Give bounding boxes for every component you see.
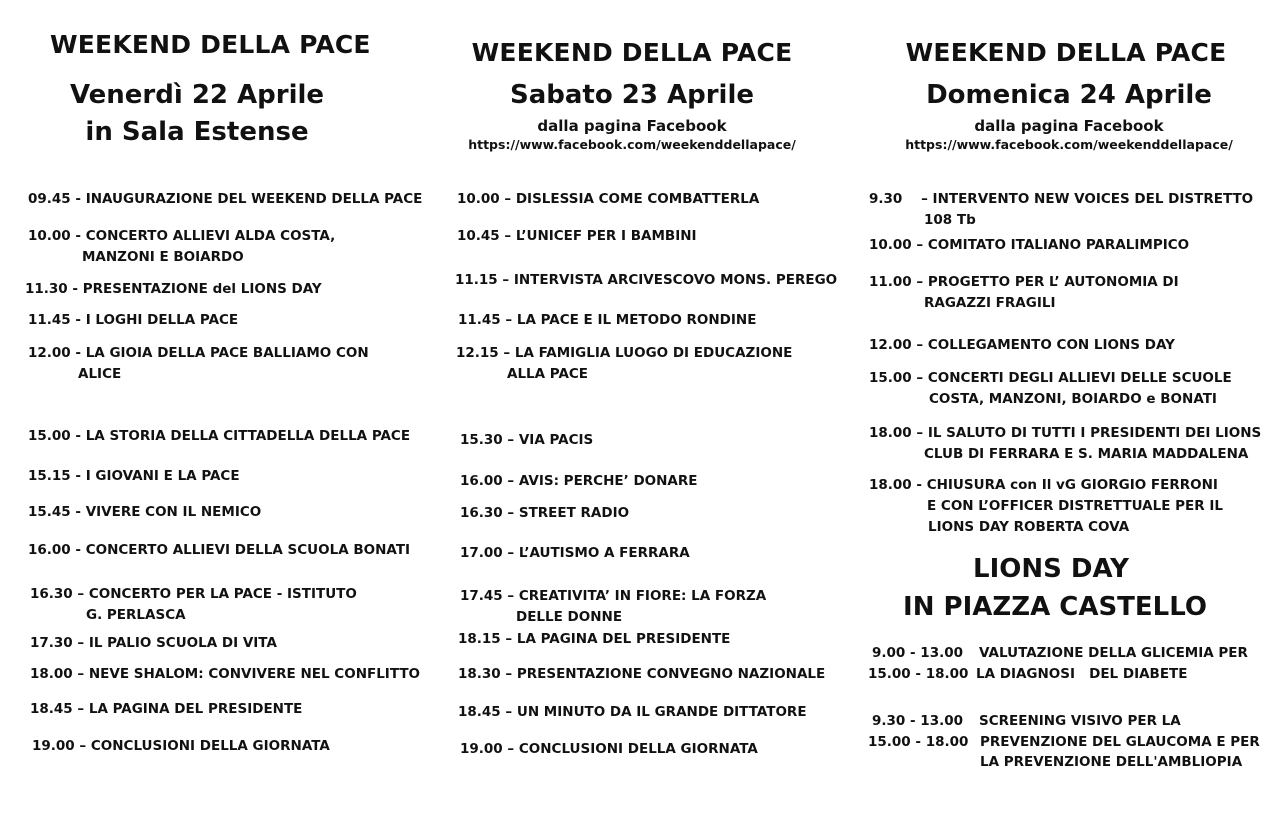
screening-text-3: LA PREVENZIONE DELL'AMBLIOPIA [980, 754, 1243, 770]
sunday-day: Domenica 24 Aprile [926, 80, 1212, 110]
friday-day: Venerdì 22 Aprile [69, 80, 325, 110]
sunday-item: 9.30 – INTERVENTO NEW VOICES DEL DISTRETTO 108 Tb [869, 191, 1254, 228]
saturday-item: 16.30 – STREET RADIO [460, 505, 630, 521]
saturday-item: 12.15 – LA FAMIGLIA LUOGO DI EDUCAZIONE ALLA PACE [456, 345, 793, 382]
saturday-item: 15.30 – VIA PACIS [460, 432, 594, 448]
saturday-item: 10.00 – DISLESSIA COME COMBATTERLA [457, 191, 760, 207]
glicemia-time-1: 9.00 - 13.00 [872, 645, 964, 661]
saturday-item: 17.00 – L’AUTISMO A FERRARA [460, 545, 690, 561]
saturday-facebook-link[interactable]: https://www.facebook.com/weekenddellapace/ [468, 137, 796, 152]
saturday-item: 18.15 – LA PAGINA DEL PRESIDENTE [458, 631, 731, 647]
friday-item: 15.00 - LA STORIA DELLA CITTADELLA DELLA PACE [28, 428, 411, 444]
friday-item: 11.45 - I LOGHI DELLA PACE [28, 312, 239, 328]
sunday-item: 18.00 - CHIUSURA con Il vG GIORGIO FERRONI E CON L’OFFICER DISTRETTUALE PER IL LIONS DAY ROBERTA COVA [869, 477, 1223, 535]
screening-time-2: 15.00 - 18.00 [868, 734, 969, 750]
sunday-item: 10.00 – COMITATO ITALIANO PARALIMPICO [869, 237, 1190, 253]
sunday-item: 11.00 – PROGETTO PER L’ AUTONOMIA DI RAGAZZI FRAGILI [869, 274, 1179, 311]
saturday-item: 16.00 – AVIS: PERCHE’ DONARE [460, 473, 698, 489]
friday-item: 11.30 - PRESENTAZIONE del LIONS DAY [25, 281, 322, 297]
friday-item: 17.30 – IL PALIO SCUOLA DI VITA [30, 635, 277, 651]
friday-item: 16.30 – CONCERTO PER LA PACE - ISTITUTO G. PERLASCA [30, 586, 357, 623]
friday-title: WEEKEND DELLA PACE [50, 30, 371, 59]
saturday-item: 17.45 – CREATIVITA’ IN FIORE: LA FORZA DELLE DONNE [460, 588, 767, 625]
lions-day-location: IN PIAZZA CASTELLO [903, 592, 1207, 622]
sunday-item: 18.00 – IL SALUTO DI TUTTI I PRESIDENTI DEI LIONS CLUB DI FERRARA E S. MARIA MADDALENA [869, 425, 1262, 462]
friday-item: 18.00 – NEVE SHALOM: CONVIVERE NEL CONFLITTO [30, 666, 421, 682]
saturday-day: Sabato 23 Aprile [509, 80, 755, 110]
friday-item: 16.00 - CONCERTO ALLIEVI DELLA SCUOLA BONATI [28, 542, 411, 558]
sunday-facebook-link[interactable]: https://www.facebook.com/weekenddellapace/ [905, 137, 1233, 152]
saturday-item: 10.45 – L’UNICEF PER I BAMBINI [457, 228, 697, 244]
saturday-item: 19.00 – CONCLUSIONI DELLA GIORNATA [460, 741, 758, 757]
friday-item: 12.00 - LA GIOIA DELLA PACE BALLIAMO CON ALICE [28, 345, 369, 382]
saturday-item: 18.45 – UN MINUTO DA IL GRANDE DITTATORE [458, 704, 807, 720]
glicemia-text-2: LA DIAGNOSI DEL DIABETE [976, 666, 1188, 682]
saturday-item: 11.15 – INTERVISTA ARCIVESCOVO MONS. PEREGO [455, 272, 838, 288]
sunday-title: WEEKEND DELLA PACE [905, 38, 1227, 67]
glicemia-time-2: 15.00 - 18.00 [868, 666, 969, 682]
saturday-item: 11.45 – LA PACE E IL METODO RONDINE [458, 312, 757, 328]
friday-item: 19.00 – CONCLUSIONI DELLA GIORNATA [32, 738, 330, 754]
glicemia-text-1: VALUTAZIONE DELLA GLICEMIA PER [979, 645, 1248, 661]
friday-item: 09.45 - INAUGURAZIONE DEL WEEKEND DELLA PACE [28, 191, 423, 207]
friday-item: 18.45 – LA PAGINA DEL PRESIDENTE [30, 701, 303, 717]
friday-item: 10.00 - CONCERTO ALLIEVI ALDA COSTA, MANZONI E BOIARDO [28, 228, 336, 265]
friday-location: in Sala Estense [85, 117, 309, 147]
lions-day-title: LIONS DAY [973, 554, 1129, 584]
friday-item: 15.45 - VIVERE CON IL NEMICO [28, 504, 262, 520]
saturday-item: 18.30 – PRESENTAZIONE CONVEGNO NAZIONALE [458, 666, 826, 682]
saturday-source: dalla pagina Facebook [537, 117, 727, 135]
screening-text-2: PREVENZIONE DEL GLAUCOMA E PER [980, 734, 1260, 750]
saturday-title: WEEKEND DELLA PACE [471, 38, 793, 67]
sunday-source: dalla pagina Facebook [974, 117, 1164, 135]
friday-item: 15.15 - I GIOVANI E LA PACE [28, 468, 240, 484]
sunday-item: 12.00 – COLLEGAMENTO CON LIONS DAY [869, 337, 1175, 353]
screening-text-1: SCREENING VISIVO PER LA [979, 713, 1181, 729]
sunday-item: 15.00 – CONCERTI DEGLI ALLIEVI DELLE SCUOLE COSTA, MANZONI, BOIARDO e BONATI [869, 370, 1232, 407]
screening-time-1: 9.30 - 13.00 [872, 713, 964, 729]
